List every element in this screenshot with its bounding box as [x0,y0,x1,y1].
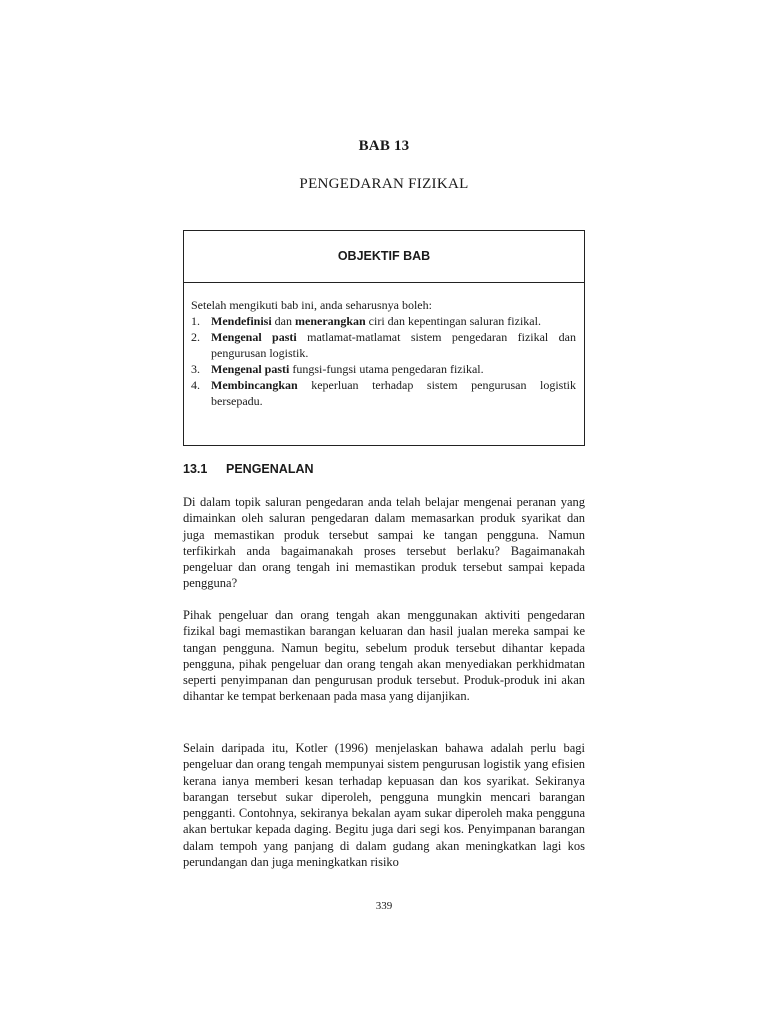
objective-text: keperluan terhadap sistem pengurusan logistik bersepadu. [211,378,576,408]
objectives-box [183,230,585,446]
objective-item [191,313,576,329]
objective-text: ciri dan kepentingan saluran fizikal. [365,314,541,328]
objective-text: matlamat-matlamat sistem pengedaran fizikal dan pengurusan logistik. [211,330,576,360]
objectives-body [184,283,584,409]
body-paragraph-2: Pihak pengeluar dan orang tengah akan menggunakan aktiviti pengedaran fizikal bagi memastikan barangan keluaran dan hasil jualan mereka sampai ke tangan pengguna. Namun begitu, sebelum produk tersebut dihantar kepada pengguna, pihak pengeluar dan orang tengah akan menyediakan perkhidmatan seperti penyimpanan dan pengurusan produk tersebut. Produk-produk ini akan dihantar ke tempat berkenaan pada masa yang dijanjikan. [183,608,585,704]
objective-text: fungsi-fungsi utama pengedaran fizikal. [289,362,484,376]
objective-keyword: Mengenal pasti [211,330,297,344]
objectives-heading: OBJEKTIF BAB [184,231,584,283]
section-heading [183,462,314,476]
objective-item [191,361,576,377]
objective-number: 2. [191,330,200,344]
body-paragraph-3: Selain daripada itu, Kotler (1996) menjelaskan bahawa adalah perlu bagi pengeluar dan orang tengah mempunyai sistem pengurusan logistik yang efisien kerana ianya memberi kesan terhadap kepuasan dan kos syarikat. Sekiranya barangan tersebut sukar diperoleh, pengguna mungkin mencari barangan pengganti. Contohnya, sekiranya bekalan ayam sukar diperoleh maka pengguna akan bertukar kepada daging. Begitu juga dari segi kos. Penyimpanan barangan dalam tempoh yang panjang di dalam gudang akan meningkatkan lagi kos perundangan dan juga meningkatkan risiko [183,741,585,870]
objective-connector: dan [271,314,295,328]
objectives-intro: Setelah mengikuti bab ini, anda seharusnya boleh: [191,298,432,312]
section-title: PENGENALAN [226,462,314,476]
chapter-title: PENGEDARAN FIZIKAL [299,176,469,192]
objective-keyword: Mengenal pasti [211,362,290,376]
body-paragraph-1: Di dalam topik saluran pengedaran anda telah belajar mengenai peranan yang dimainkan oleh saluran pengedaran dalam memasarkan produk syarikat dan juga memastikan produk tersebut sampai ke tangan pengguna. Namun terfikirkah anda bagaimanakah proses tersebut berlaku? Bagaimanakah pengeluar dan orang tengah ini memastikan produk tersebut sampai kepada pengguna? [183,495,585,591]
objective-number: 3. [191,362,200,376]
objective-keyword-2: menerangkan [295,314,366,328]
objective-item [191,329,576,361]
chapter-number: BAB 13 [358,138,410,154]
objective-number: 4. [191,378,200,392]
objective-item [191,377,576,409]
objectives-list [191,313,576,409]
page-number: 339 [375,900,393,912]
objective-keyword: Mendefinisi [211,314,272,328]
section-number: 13.1 [183,462,208,476]
objective-number: 1. [191,314,200,328]
objective-keyword: Membincangkan [211,378,298,392]
